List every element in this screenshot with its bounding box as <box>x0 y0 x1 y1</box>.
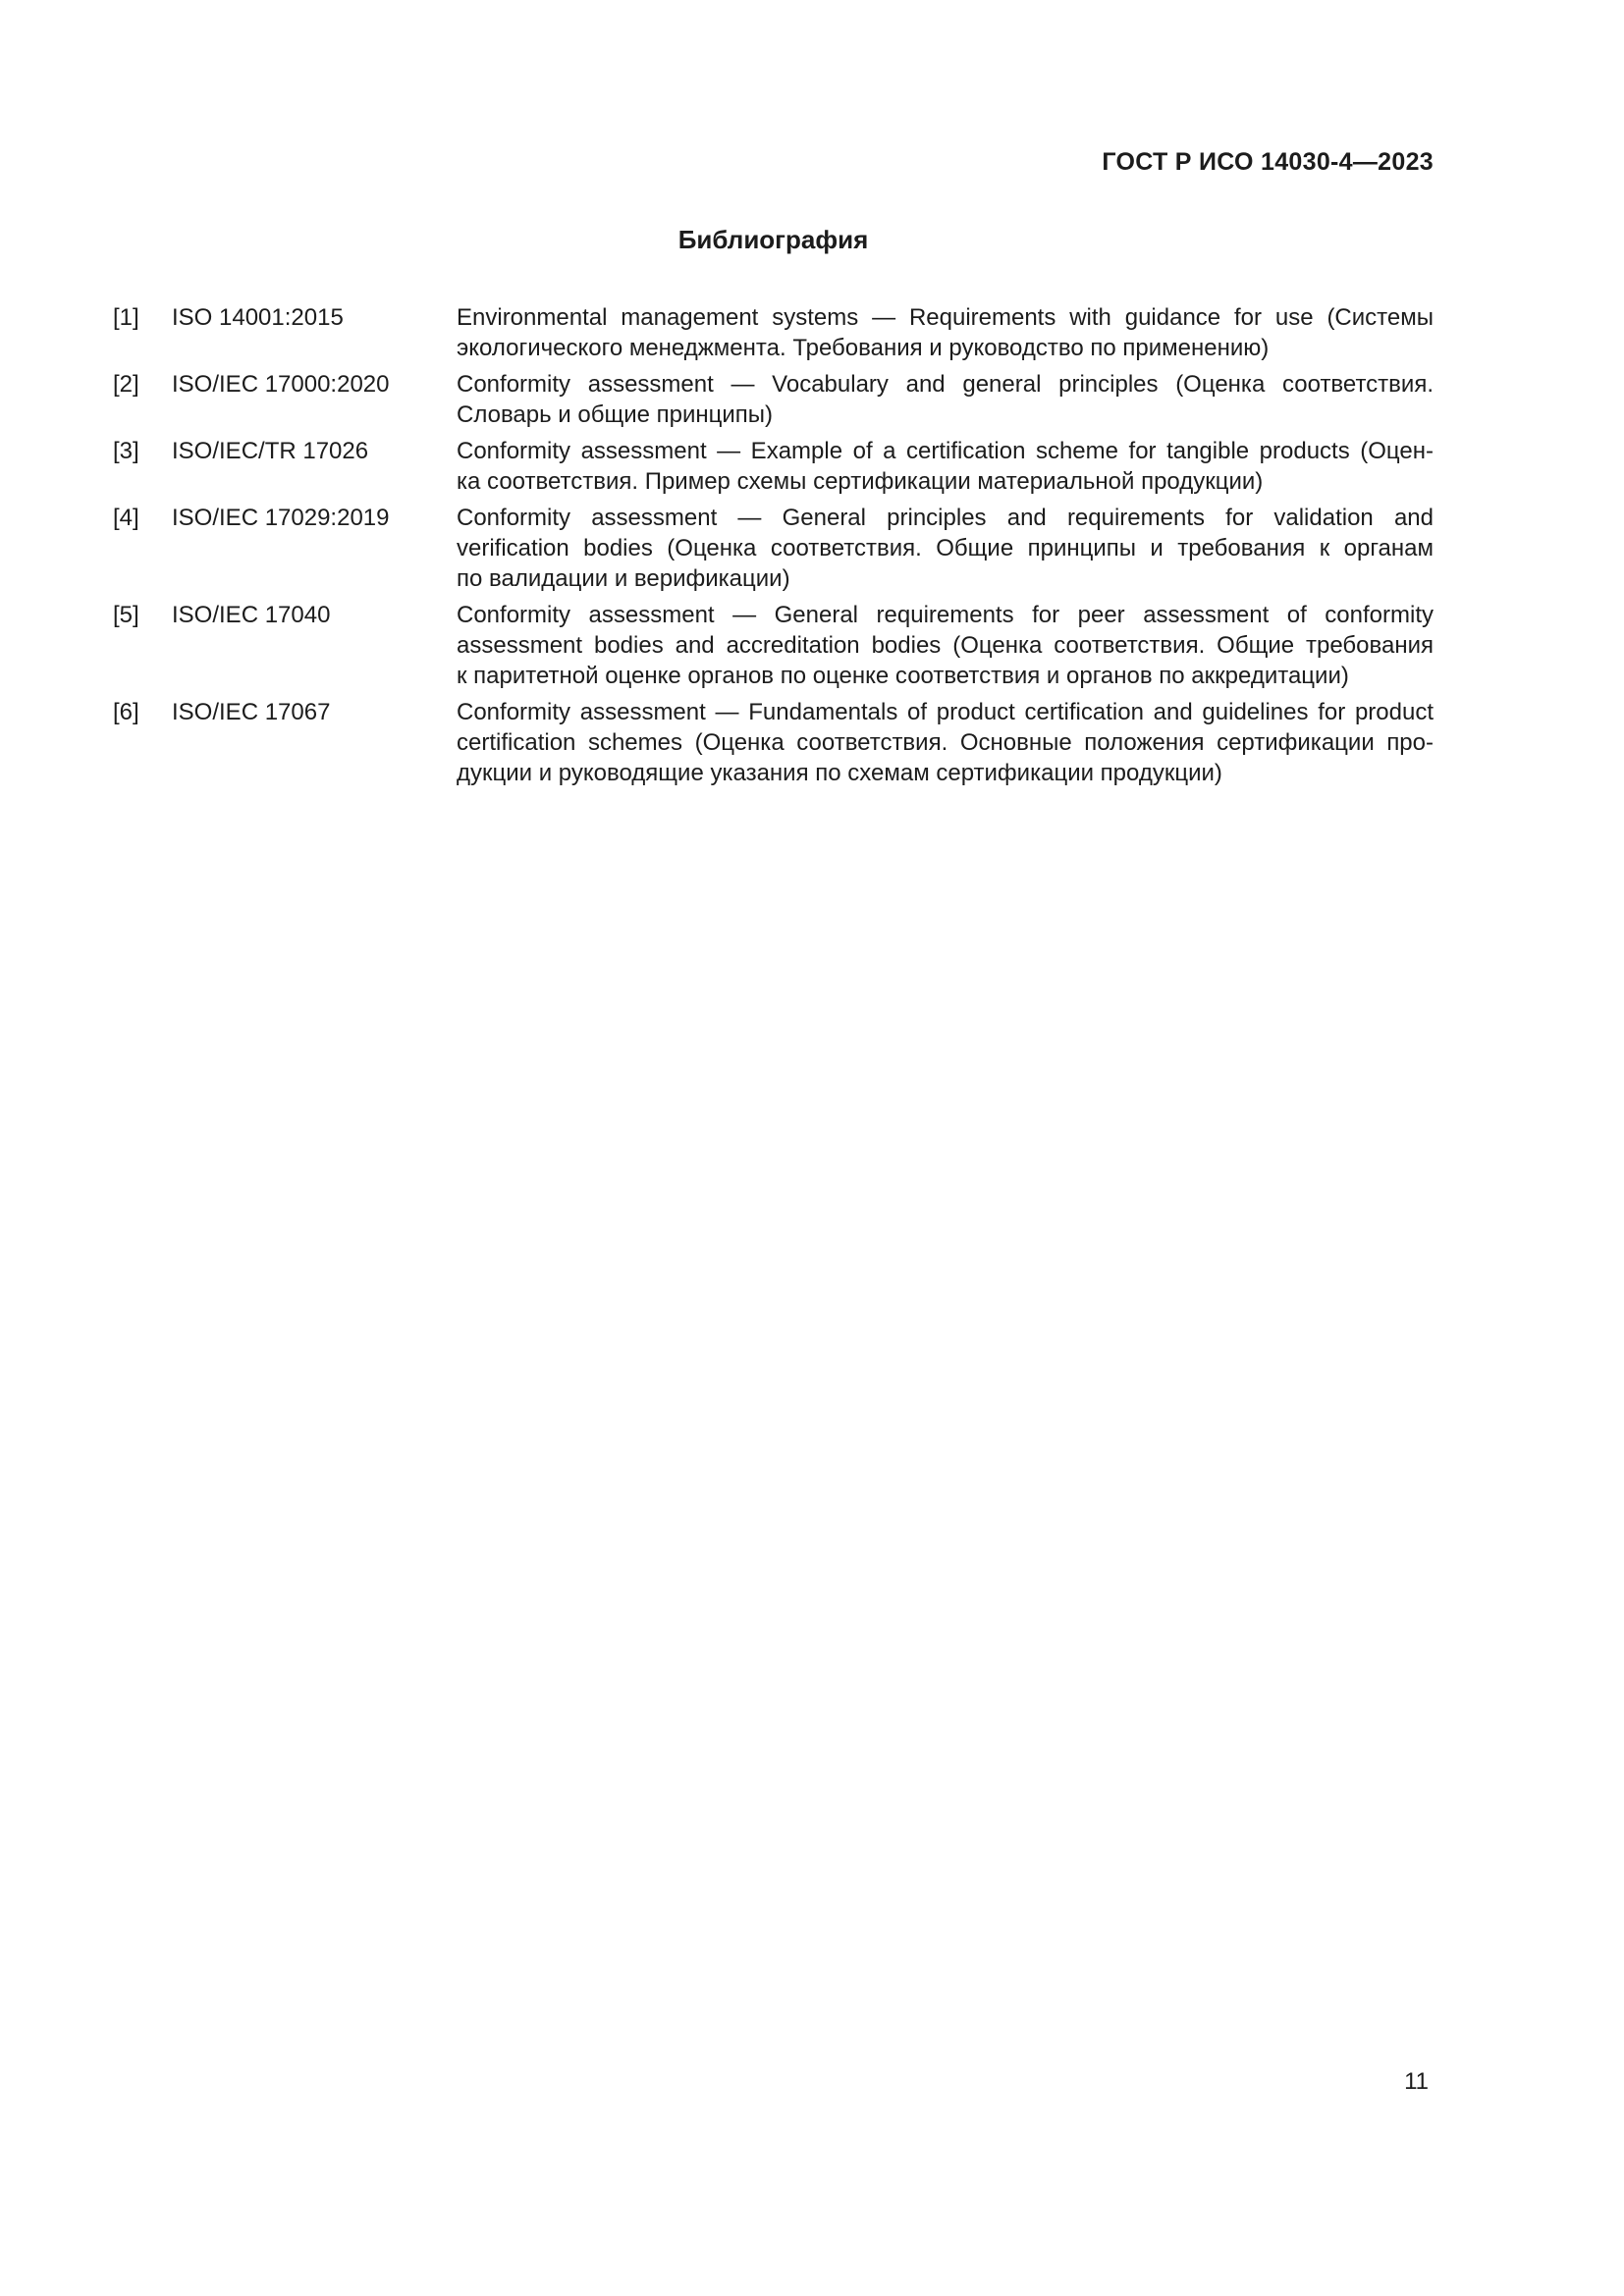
reference-description <box>457 503 1434 594</box>
reference-description <box>457 697 1434 788</box>
reference-entry <box>113 697 1434 788</box>
reference-description-line: ка соответствия. Пример схемы сертификации материальной продукции) <box>457 468 1264 495</box>
reference-description <box>457 600 1434 691</box>
reference-description-line: к паритетной оценке органов по оценке соответствия и органов по аккредитации) <box>457 663 1349 689</box>
reference-description-line: Conformity assessment — Vocabulary and general principles (Оценка соответствия. <box>457 371 1434 398</box>
reference-description-line: Conformity assessment — Example of a certification scheme for tangible products (Оцен- <box>457 438 1434 464</box>
reference-description-line: certification schemes (Оценка соответствия. Основные положения сертификации про- <box>457 729 1434 756</box>
reference-code: ISO/IEC 17067 <box>172 699 331 725</box>
reference-code: ISO/IEC 17000:2020 <box>172 371 390 398</box>
reference-description-line: по валидации и верификации) <box>457 565 790 592</box>
reference-number: [2] <box>113 371 139 398</box>
reference-description-line: Environmental management systems — Requirements with guidance for use (Системы <box>457 304 1434 331</box>
reference-description-line: Conformity assessment — Fundamentals of product certification and guidelines for product <box>457 699 1434 725</box>
reference-description-line: Conformity assessment — General requirements for peer assessment of conformity <box>457 602 1434 628</box>
reference-entry <box>113 302 1434 363</box>
reference-description <box>457 302 1434 363</box>
reference-number: [6] <box>113 699 139 725</box>
reference-number: [1] <box>113 304 139 331</box>
reference-description-line: assessment bodies and accreditation bodies (Оценка соответствия. Общие требования <box>457 632 1434 659</box>
bibliography-list <box>113 302 1434 788</box>
reference-description-line: Conformity assessment — General principles and requirements for validation and <box>457 505 1434 531</box>
page-number: 11 <box>1404 2068 1429 2095</box>
section-title: Библиография <box>677 225 869 254</box>
reference-description-line: экологического менеджмента. Требования и руководство по применению) <box>457 335 1270 361</box>
reference-entry <box>113 503 1434 594</box>
reference-code: ISO/IEC 17040 <box>172 602 331 628</box>
reference-description-line: verification bodies (Оценка соответствия. Общие принципы и требования к органам <box>457 535 1434 561</box>
reference-description <box>457 436 1434 497</box>
reference-number: [5] <box>113 602 139 628</box>
reference-description-line: Словарь и общие принципы) <box>457 401 774 428</box>
reference-entry <box>113 369 1434 430</box>
reference-code: ISO/IEC 17029:2019 <box>172 505 390 531</box>
reference-number: [3] <box>113 438 139 464</box>
reference-code: ISO/IEC/TR 17026 <box>172 438 369 464</box>
reference-description-line: дукции и руководящие указания по схемам сертификации продукции) <box>457 760 1222 786</box>
reference-entry <box>113 600 1434 691</box>
running-header: ГОСТ Р ИСО 14030-4—2023 <box>1102 148 1434 176</box>
reference-number: [4] <box>113 505 139 531</box>
reference-code: ISO 14001:2015 <box>172 304 344 331</box>
reference-entry <box>113 436 1434 497</box>
reference-description <box>457 369 1434 430</box>
